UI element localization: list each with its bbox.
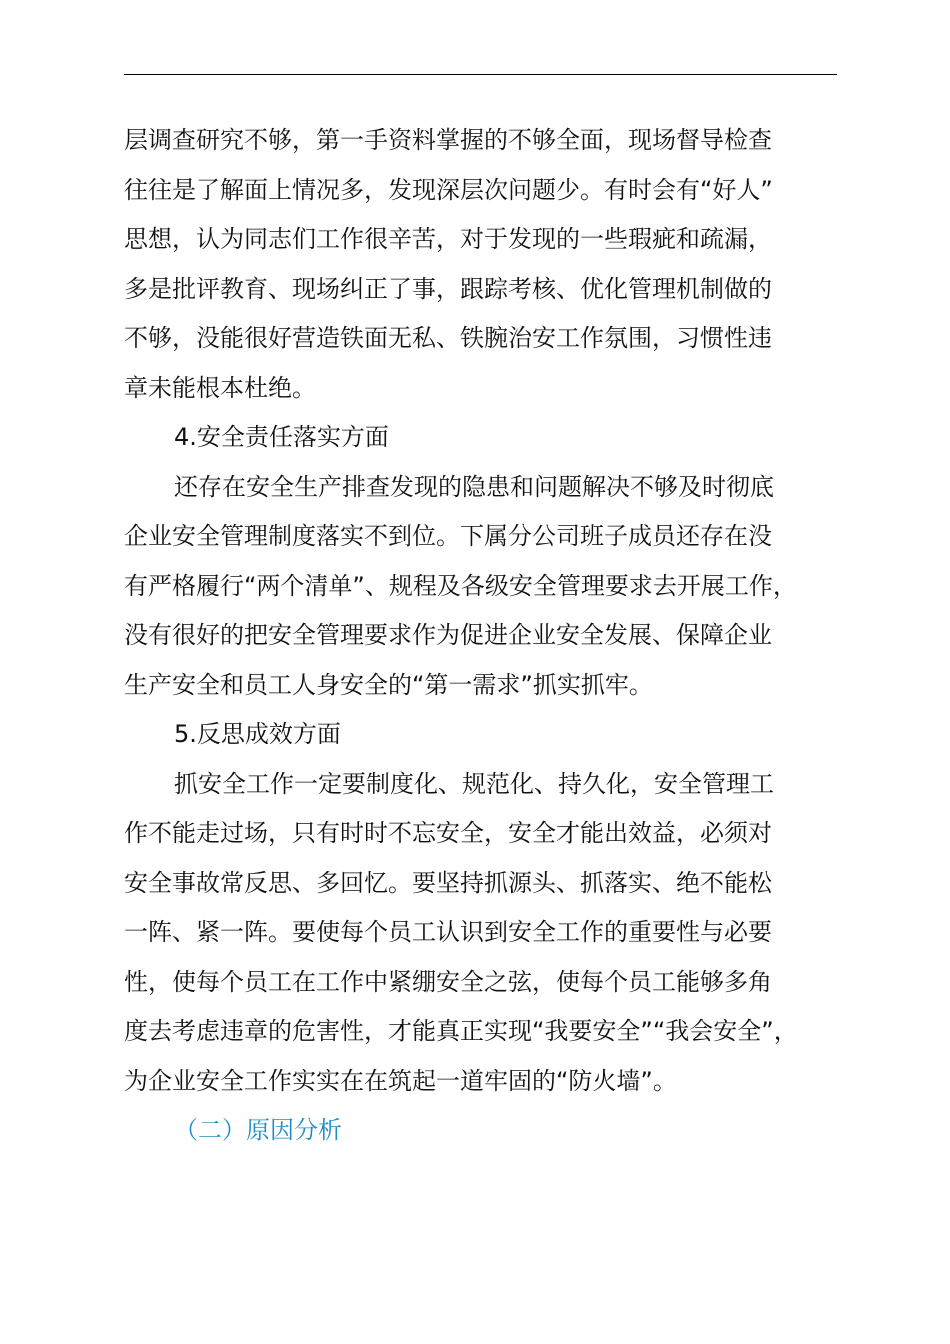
document-body	[124, 116, 837, 1156]
text-line: 没有很好的把安全管理要求作为促进企业安全发展、保障企业	[124, 621, 772, 649]
text-line: 抓安全工作一定要制度化、规范化、持久化，安全管理工	[174, 769, 774, 798]
text-line: 层调查研究不够，第一手资料掌握的不够全面，现场督导检查	[124, 126, 772, 154]
text-line: 生产安全和员工人身安全的“第一需求”抓实抓牢。	[124, 670, 653, 699]
text-line: 4.安全责任落实方面	[174, 423, 389, 451]
text-line: 多是批评教育、现场纠正了事，跟踪考核、优化管理机制做的	[124, 274, 772, 303]
text-line: 5.反思成效方面	[174, 720, 341, 748]
text-line: 性，使每个员工在工作中紧绷安全之弦，使每个员工能够多角	[124, 967, 772, 996]
text-line: 度去考虑违章的危害性，才能真正实现“我要安全”“我会安全”，	[124, 1017, 798, 1045]
text-line: 企业安全管理制度落实不到位。下属分公司班子成员还存在没	[124, 522, 772, 550]
text-line: 还存在安全生产排查发现的隐患和问题解决不够及时彻底	[174, 472, 774, 501]
text-line: 有严格履行“两个清单”、规程及各级安全管理要求去开展工作，	[124, 571, 797, 600]
text-line: 安全事故常反思、多回忆。要坚持抓源头、抓落实、绝不能松	[124, 868, 772, 897]
text-line: 往往是了解面上情况多，发现深层次问题少。有时会有“好人”	[124, 175, 773, 204]
header-rule	[124, 74, 837, 75]
section-heading: （二）原因分析	[174, 1116, 342, 1144]
text-line: 作不能走过场，只有时时不忘安全，安全才能出效益，必须对	[124, 819, 772, 847]
text-line: 章未能根本杜绝。	[124, 373, 316, 402]
text-line: 为企业安全工作实实在在筑起一道牢固的“防火墙”。	[124, 1066, 677, 1095]
text-line: 一阵、紧一阵。要使每个员工认识到安全工作的重要性与必要	[124, 918, 772, 946]
text-line: 思想，认为同志们工作很辛苦，对于发现的一些瑕疵和疏漏，	[124, 225, 772, 253]
text-line: 不够，没能很好营造铁面无私、铁腕治安工作氛围，习惯性违	[124, 324, 772, 352]
